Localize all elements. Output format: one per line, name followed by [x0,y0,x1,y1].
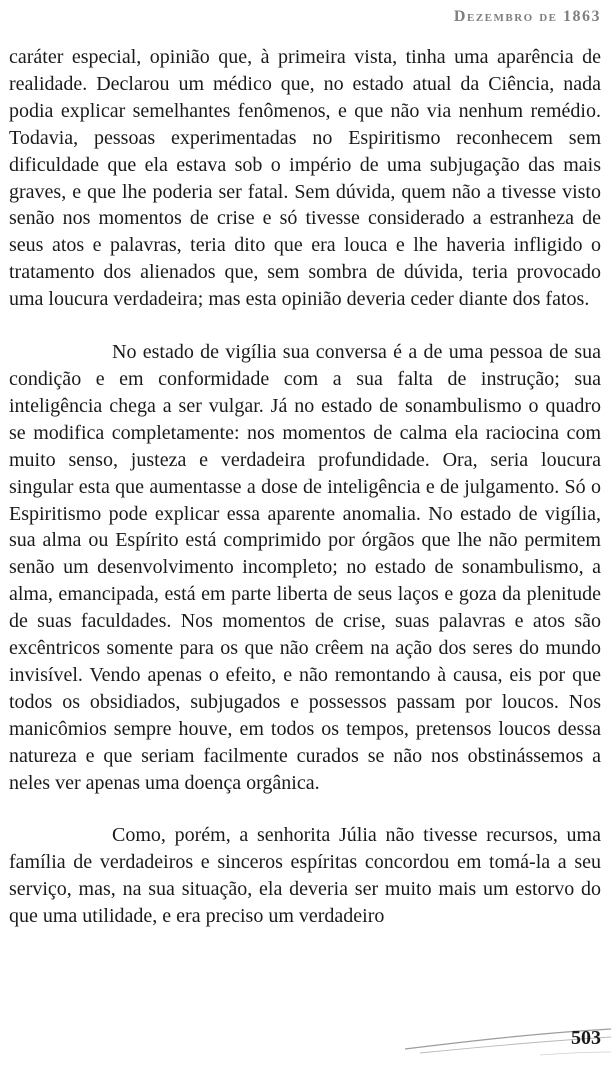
paragraph-continuation: caráter especial, opinião que, à primeira vista, tinha uma aparência de realidade. Declarou um médico que, no estado atual da Ciência, nada podia explicar semelhantes fenômenos, e que não via nenhum remédio. Todavia, pessoas experimentadas no Espiritismo reconhecem sem dificuldade que ela estava sob o império de uma subjugação das mais graves, e que lhe poderia ser fatal. Sem dúvida, quem não a tivesse visto senão nos momentos de crise e só tivesse considerado a estranheza de seus atos e palavras, teria dito que era louca e lhe haveria infligido o tratamento dos alienados que, sem sombra de dúvida, teria provocado uma loucura verdadeira; mas esta opinião deveria ceder diante dos fatos. [9,46,601,311]
running-head: Dezembro de 1863 [453,8,601,25]
folio-swoosh-ornament [0,1015,611,1065]
page-body [9,44,601,930]
paragraph-vigilia: No estado de vigília sua conversa é a de uma pessoa de sua condição e em conformidade com a sua falta de instrução; sua inteligência chega a ser vulgar. Já no estado de sonambulismo o quadro se modifica completamente: nos momentos de calma ela raciocina com muito senso, justeza e verdadeira profundidade. Ora, seria loucura singular esta que aumentasse a dose de inteligência e de julgamento. Só o Espiritismo pode explicar essa aparente anomalia. No estado de vigília, sua alma ou Espírito está comprimido por órgãos que lhe não permitem senão um desenvolvimento incompleto; no estado de sonambulismo, a alma, emancipada, está em parte liberta de seus laços e goza da plenitude de suas faculdades. Nos momentos de crise, suas palavras e atos são excêntricos somente para os que não crêem na ação dos seres do mundo invisível. Vendo apenas o efeito, e não remontando à causa, eis por que todos os obsidiados, subjugados e possessos passam por loucos. Nos manicômios sempre houve, em todos os tempos, pretensos loucos dessa natureza e que seriam facilmente curados se não nos obstinássemos a neles ver apenas uma doença orgânica. [9,341,601,794]
page-number: 503 [571,1027,601,1049]
paragraph-julia: Como, porém, a senhorita Júlia não tivesse recursos, uma família de verdadeiros e sinceros espíritas concordou em tomá-la a seu serviço, mas, na sua situação, ela deveria ser muito mais um estorvo do que uma utilidade, e era preciso um verdadeiro [9,824,601,928]
page-footer [0,1015,611,1065]
paragraph-gap [9,796,601,822]
paragraph-gap [9,313,601,339]
